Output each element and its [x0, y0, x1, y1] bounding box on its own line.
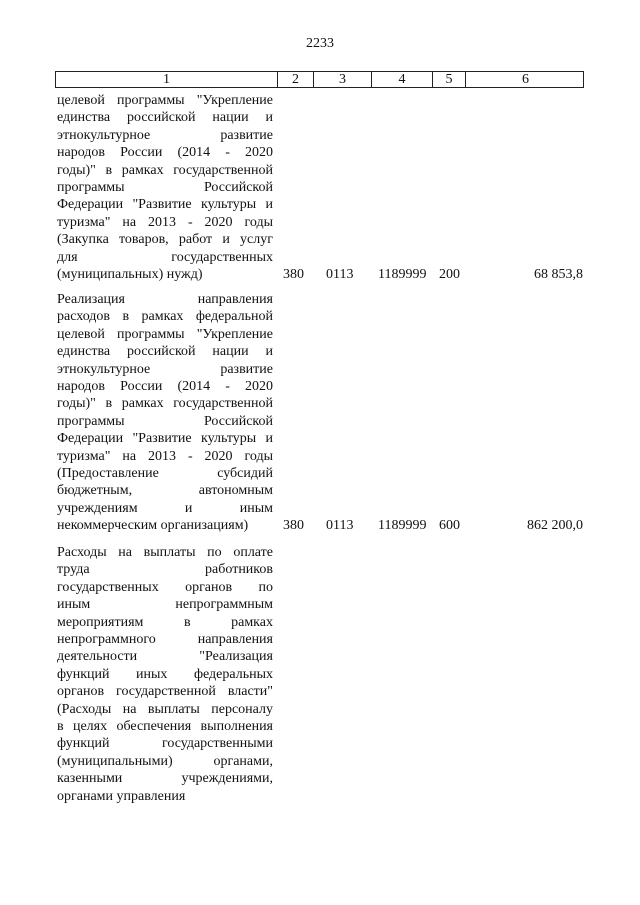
amount: 68 853,8: [534, 267, 583, 282]
description-line: функций государственными: [57, 736, 273, 752]
column-header-2: 2: [277, 72, 313, 87]
description-line: программы Российской: [57, 413, 273, 429]
description-line: функций иных федеральных: [57, 666, 273, 682]
row-description: [57, 291, 273, 535]
description-line: непрограммного направления: [57, 632, 273, 648]
description-line: учреждениям и иным: [57, 500, 273, 516]
column-header-1: 1: [163, 72, 170, 87]
description-line: для государственных: [57, 249, 273, 265]
description-line: (Расходы на выплаты персоналу: [57, 701, 273, 717]
column-header-5: 5: [432, 72, 465, 87]
description-line: иным непрограммным: [57, 597, 273, 613]
description-line: годы)" в рамках государственной: [57, 162, 273, 178]
amount: 862 200,0: [527, 518, 583, 533]
column-header-4: 4: [371, 72, 432, 87]
page-number: 2233: [306, 36, 334, 51]
description-line: Федерации "Развитие культуры и: [57, 197, 273, 213]
row-description: [57, 544, 273, 805]
description-line: в целях обеспечения выполнения: [57, 719, 273, 735]
description-line: годы)" в рамках государственной: [57, 396, 273, 412]
row-description: [57, 92, 273, 283]
description-line: государственных органов по: [57, 579, 273, 595]
description-line: этнокультурное развитие: [57, 127, 273, 143]
expense-type-code: 600: [439, 518, 460, 533]
target-code: 1189999: [378, 267, 427, 282]
description-line: народов России (2014 - 2020: [57, 145, 273, 161]
description-line: (муниципальных) нужд): [57, 267, 203, 283]
column-header-6: 6: [465, 72, 585, 87]
description-line: расходов в рамках федеральной: [57, 309, 273, 325]
description-line: бюджетным, автономным: [57, 483, 273, 499]
description-line: народов России (2014 - 2020: [57, 379, 273, 395]
description-line: программы Российской: [57, 180, 273, 196]
description-line: органами управления: [57, 788, 186, 804]
description-line: Реализация направления: [57, 292, 273, 307]
description-line: Федерации "Развитие культуры и: [57, 431, 273, 447]
description-line: деятельности "Реализация: [57, 649, 273, 665]
description-line: туризма" на 2013 - 2020 годы: [57, 448, 273, 464]
section-code: 0113: [326, 518, 354, 533]
gr-code: 380: [283, 267, 304, 282]
description-line: труда работников: [57, 562, 273, 578]
description-line: мероприятиям в рамках: [57, 614, 273, 630]
description-line: туризма" на 2013 - 2020 годы: [57, 214, 273, 230]
description-line: единства российской нации и: [57, 344, 273, 360]
column-header-3: 3: [313, 72, 371, 87]
target-code: 1189999: [378, 518, 427, 533]
description-line: Расходы на выплаты по оплате: [57, 545, 273, 560]
expense-type-code: 200: [439, 267, 460, 282]
section-code: 0113: [326, 267, 354, 282]
description-line: этнокультурное развитие: [57, 361, 273, 377]
description-line: некоммерческим организациям): [57, 518, 249, 534]
description-line: (Закупка товаров, работ и услуг: [57, 232, 273, 248]
gr-code: 380: [283, 518, 304, 533]
description-line: казенными учреждениями,: [57, 771, 273, 787]
table-header-row: [55, 71, 584, 88]
description-line: целевой программы "Укрепление: [57, 326, 273, 342]
description-line: (Предоставление субсидий: [57, 466, 273, 482]
description-line: единства российской нации и: [57, 110, 273, 126]
description-line: (муниципальными) органами,: [57, 753, 273, 769]
description-line: органов государственной власти": [57, 684, 273, 700]
description-line: целевой программы "Укрепление: [57, 93, 273, 108]
